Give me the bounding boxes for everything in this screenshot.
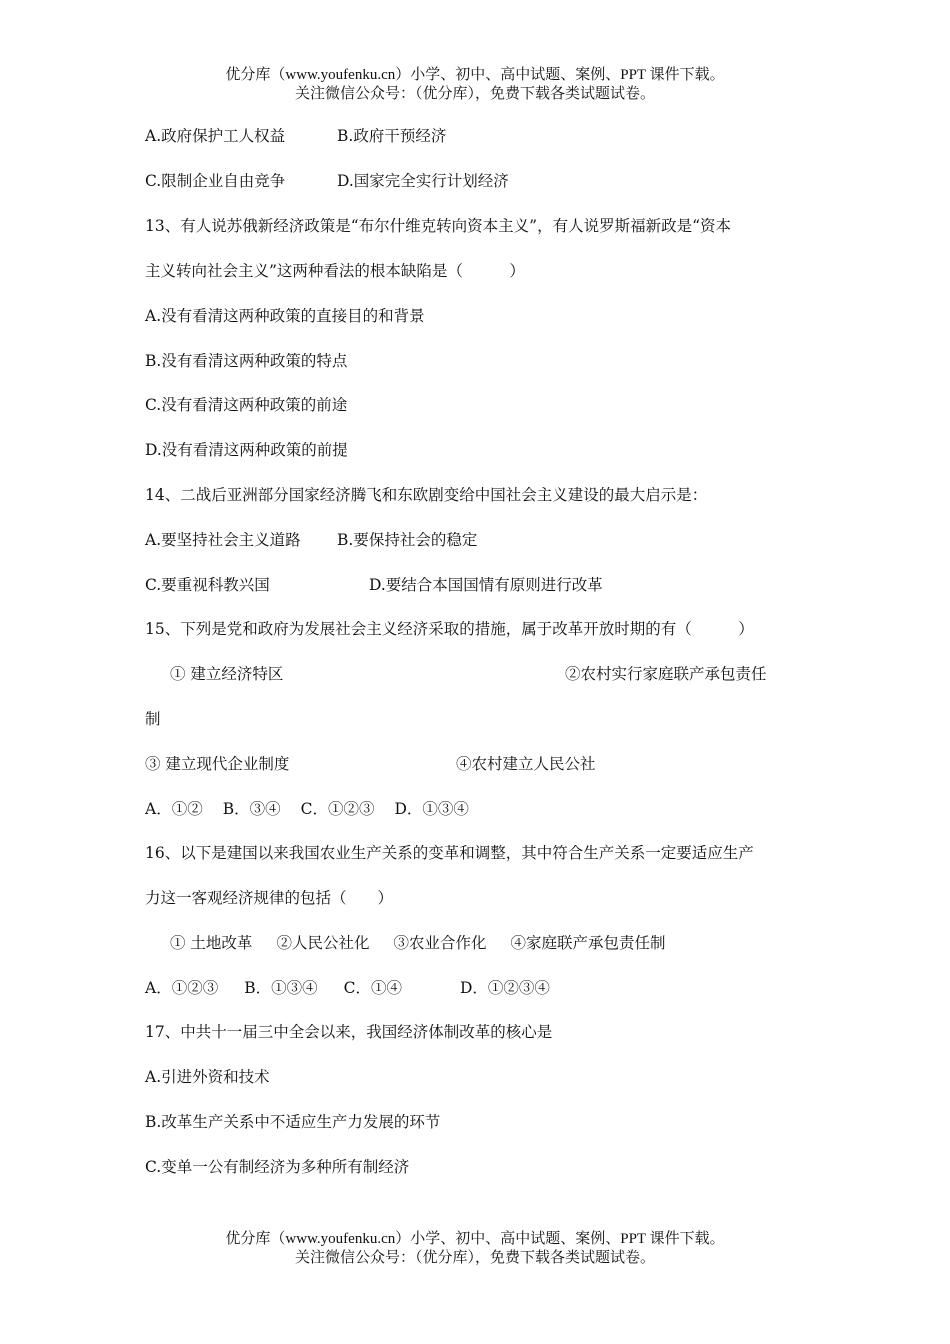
q17-option-c: C.变单一公有制经济为多种所有制经济 bbox=[145, 1158, 410, 1176]
q17-option-b: B.改革生产关系中不适应生产力发展的环节 bbox=[145, 1113, 441, 1131]
q16-option-d: D．①②③④ bbox=[459, 979, 550, 997]
q15-options bbox=[145, 798, 469, 820]
header-line-2: 关注微信公众号：（优分库），免费下载各类试题试卷。 bbox=[294, 86, 655, 102]
q15-item-3: ③ 建立现代企业制度 bbox=[145, 755, 290, 773]
q16-option-c: C．①④ bbox=[343, 979, 402, 997]
footer-line-1: 优分库（www.youfenku.cn）小学、初中、高中试题、案例、PPT 课件下载。 bbox=[225, 1231, 725, 1247]
q14-option-d: D.要结合本国国情有原则进行改革 bbox=[369, 576, 603, 594]
q13-option-d: D.没有看清这两种政策的前提 bbox=[145, 441, 348, 459]
q14-option-a: A.要坚持社会主义道路 bbox=[145, 531, 301, 549]
q17-option-a: A.引进外资和技术 bbox=[145, 1068, 270, 1086]
q12-option-row-2 bbox=[145, 170, 509, 192]
q12-option-c: C.限制企业自由竞争 bbox=[145, 172, 286, 190]
q15-option-a: A．①② bbox=[145, 800, 203, 818]
q15-item-1: ① 建立经济特区 bbox=[170, 665, 284, 683]
header-line-1: 优分库（www.youfenku.cn）小学、初中、高中试题、案例、PPT 课件下载。 bbox=[225, 67, 725, 83]
q15-option-c: C．①②③ bbox=[300, 800, 375, 818]
q12-option-row-1 bbox=[145, 125, 447, 147]
q14-stem: 14、二战后亚洲部分国家经济腾飞和东欧剧变给中国社会主义建设的最大启示是： bbox=[145, 486, 708, 504]
q15-item-2-continued: 制 bbox=[145, 710, 161, 728]
q13-stem-line-2: 主义转向社会主义”这两种看法的根本缺陷是（ ） bbox=[145, 262, 525, 280]
q13-stem-line-1: 13、有人说苏俄新经济政策是“布尔什维克转向资本主义”，有人说罗斯福新政是“资本 bbox=[145, 217, 731, 235]
q16-item-3: ③农业合作化 bbox=[393, 934, 487, 952]
q16-option-b: B．①③④ bbox=[244, 979, 318, 997]
q17-stem: 17、中共十一届三中全会以来，我国经济体制改革的核心是 bbox=[145, 1023, 553, 1041]
page-footer bbox=[0, 1230, 950, 1268]
q15-item-2: ②农村实行家庭联产承包责任 bbox=[565, 665, 767, 683]
q16-item-1: ① 土地改革 bbox=[170, 934, 253, 952]
q15-item-4: ④农村建立人民公社 bbox=[456, 755, 596, 773]
q14-option-row-1 bbox=[145, 529, 478, 551]
q14-option-c: C.要重视科教兴国 bbox=[145, 576, 270, 594]
page-header bbox=[0, 66, 950, 104]
q13-option-a: A.没有看清这两种政策的直接目的和背景 bbox=[145, 307, 425, 325]
footer-line-2: 关注微信公众号：（优分库），免费下载各类试题试卷。 bbox=[294, 1250, 655, 1266]
q15-stem: 15、下列是党和政府为发展社会主义经济采取的措施，属于改革开放时期的有（ ） bbox=[145, 620, 754, 638]
q16-item-4: ④家庭联产承包责任制 bbox=[510, 934, 666, 952]
q12-option-d: D.国家完全实行计划经济 bbox=[337, 172, 509, 190]
q15-option-d: D．①③④ bbox=[394, 800, 469, 818]
q15-item-row-1 bbox=[170, 663, 767, 685]
q15-item-row-2 bbox=[145, 753, 596, 775]
q16-items bbox=[170, 932, 665, 954]
q14-option-b: B.要保持社会的稳定 bbox=[337, 531, 478, 549]
q14-option-row-2 bbox=[145, 574, 603, 596]
q13-option-c: C.没有看清这两种政策的前途 bbox=[145, 396, 348, 414]
q12-option-a: A.政府保护工人权益 bbox=[145, 127, 286, 145]
q16-stem-line-1: 16、以下是建国以来我国农业生产关系的变革和调整，其中符合生产关系一定要适应生产 bbox=[145, 844, 754, 862]
q12-option-b: B.政府干预经济 bbox=[337, 127, 447, 145]
q16-stem-line-2: 力这一客观经济规律的包括（ ） bbox=[145, 889, 394, 907]
q16-option-a: A．①②③ bbox=[145, 979, 219, 997]
q16-options bbox=[145, 977, 550, 999]
q16-item-2: ②人民公社化 bbox=[276, 934, 370, 952]
q13-option-b: B.没有看清这两种政策的特点 bbox=[145, 352, 348, 370]
q15-option-b: B．③④ bbox=[222, 800, 281, 818]
